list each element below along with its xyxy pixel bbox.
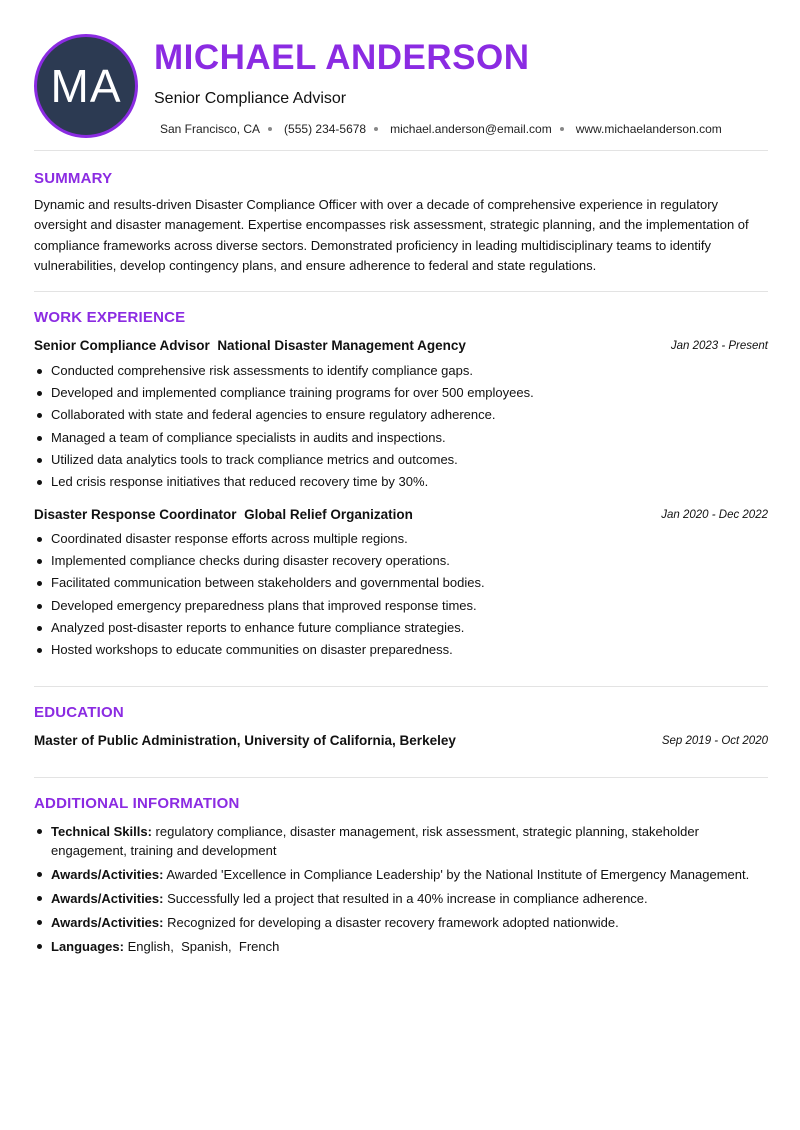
education-entry [34, 733, 768, 751]
info-text: Awarded 'Excellence in Compliance Leadership' by the National Institute of Emergency Management. [166, 867, 750, 882]
list-item: Facilitated communication between stakeholders and governmental bodies. [34, 574, 768, 596]
info-label: Awards/Activities: [51, 891, 164, 906]
contact-location: San Francisco, CA [160, 122, 261, 136]
job-bullet-list [34, 530, 768, 663]
list-item: Conducted comprehensive risk assessments to identify compliance gaps. [34, 362, 768, 384]
job-role: Senior Compliance Advisor [34, 338, 210, 353]
job-title-company [34, 507, 413, 522]
list-item: Utilized data analytics tools to track compliance metrics and outcomes. [34, 451, 768, 473]
job-role: Disaster Response Coordinator [34, 507, 237, 522]
list-item: Managed a team of compliance specialists in audits and inspections. [34, 429, 768, 451]
job-bullet-list [34, 362, 768, 495]
job-header [34, 507, 768, 525]
section-divider [34, 686, 768, 687]
summary-text: Dynamic and results-driven Disaster Compliance Officer with over a decade of comprehensive experience in regulatory oversight and disaster management. Expertise encompasses risk assessment, strategic planning, and the implementation of compliance frameworks across diverse sectors. Demonstrated proficiency in leading multidisciplinary teams to identify vulnerabilities, develop contingency plans, and ensure adherence to federal and state regulations. [34, 197, 749, 273]
contact-email[interactable]: michael.anderson@email.com [390, 122, 552, 136]
resume-header [34, 34, 768, 138]
education-degree: Master of Public Administration, University of California, Berkeley [34, 733, 456, 748]
job-company: Global Relief Organization [244, 507, 413, 522]
list-item [34, 889, 774, 908]
candidate-title: Senior Compliance Advisor [154, 90, 347, 107]
candidate-name: MICHAEL ANDERSON [154, 38, 530, 77]
avatar-initials: MA [50, 60, 122, 112]
section-divider [34, 777, 768, 778]
additional-info-list [34, 822, 774, 961]
list-item [34, 937, 774, 956]
list-item: Developed emergency preparedness plans that improved response times. [34, 597, 768, 619]
list-item: Led crisis response initiatives that reduced recovery time by 30%. [34, 473, 768, 495]
list-item: Coordinated disaster response efforts across multiple regions. [34, 530, 768, 552]
list-item: Hosted workshops to educate communities on disaster preparedness. [34, 641, 768, 663]
contact-info [160, 122, 722, 136]
info-label: Technical Skills: [51, 824, 152, 839]
section-divider [34, 291, 768, 292]
job-dates: Jan 2020 - Dec 2022 [661, 509, 768, 521]
list-item: Developed and implemented compliance training programs for over 500 employees. [34, 384, 768, 406]
list-item [34, 822, 774, 860]
work-experience-heading: WORK EXPERIENCE [34, 309, 186, 326]
separator-dot-icon [560, 127, 564, 131]
avatar [34, 34, 138, 138]
job-company: National Disaster Management Agency [217, 338, 466, 353]
list-item: Analyzed post-disaster reports to enhance future compliance strategies. [34, 619, 768, 641]
list-item [34, 865, 774, 884]
summary-heading: SUMMARY [34, 170, 113, 187]
separator-dot-icon [268, 127, 272, 131]
contact-website[interactable]: www.michaelanderson.com [575, 122, 722, 136]
info-label: Awards/Activities: [51, 867, 164, 882]
contact-phone[interactable]: (555) 234-5678 [284, 122, 367, 136]
additional-info-heading: ADDITIONAL INFORMATION [34, 795, 240, 812]
job-dates: Jan 2023 - Present [670, 340, 768, 352]
education-heading: EDUCATION [34, 704, 124, 721]
info-text: Recognized for developing a disaster recovery framework adopted nationwide. [167, 915, 619, 930]
job-header [34, 338, 768, 356]
info-label: Awards/Activities: [51, 915, 164, 930]
info-text: Successfully led a project that resulted in a 40% increase in compliance adherence. [167, 891, 648, 906]
info-label: Languages: [51, 939, 124, 954]
info-text: regulatory compliance, disaster management, risk assessment, strategic planning, stakeholder engagement, training and development [51, 824, 699, 858]
list-item [34, 913, 774, 932]
list-item: Implemented compliance checks during disaster recovery operations. [34, 552, 768, 574]
info-text: English, Spanish, French [127, 939, 280, 954]
education-dates: Sep 2019 - Oct 2020 [661, 735, 768, 747]
list-item: Collaborated with state and federal agencies to ensure regulatory adherence. [34, 406, 768, 428]
job-title-company [34, 338, 466, 353]
section-divider [34, 150, 768, 151]
separator-dot-icon [374, 127, 378, 131]
